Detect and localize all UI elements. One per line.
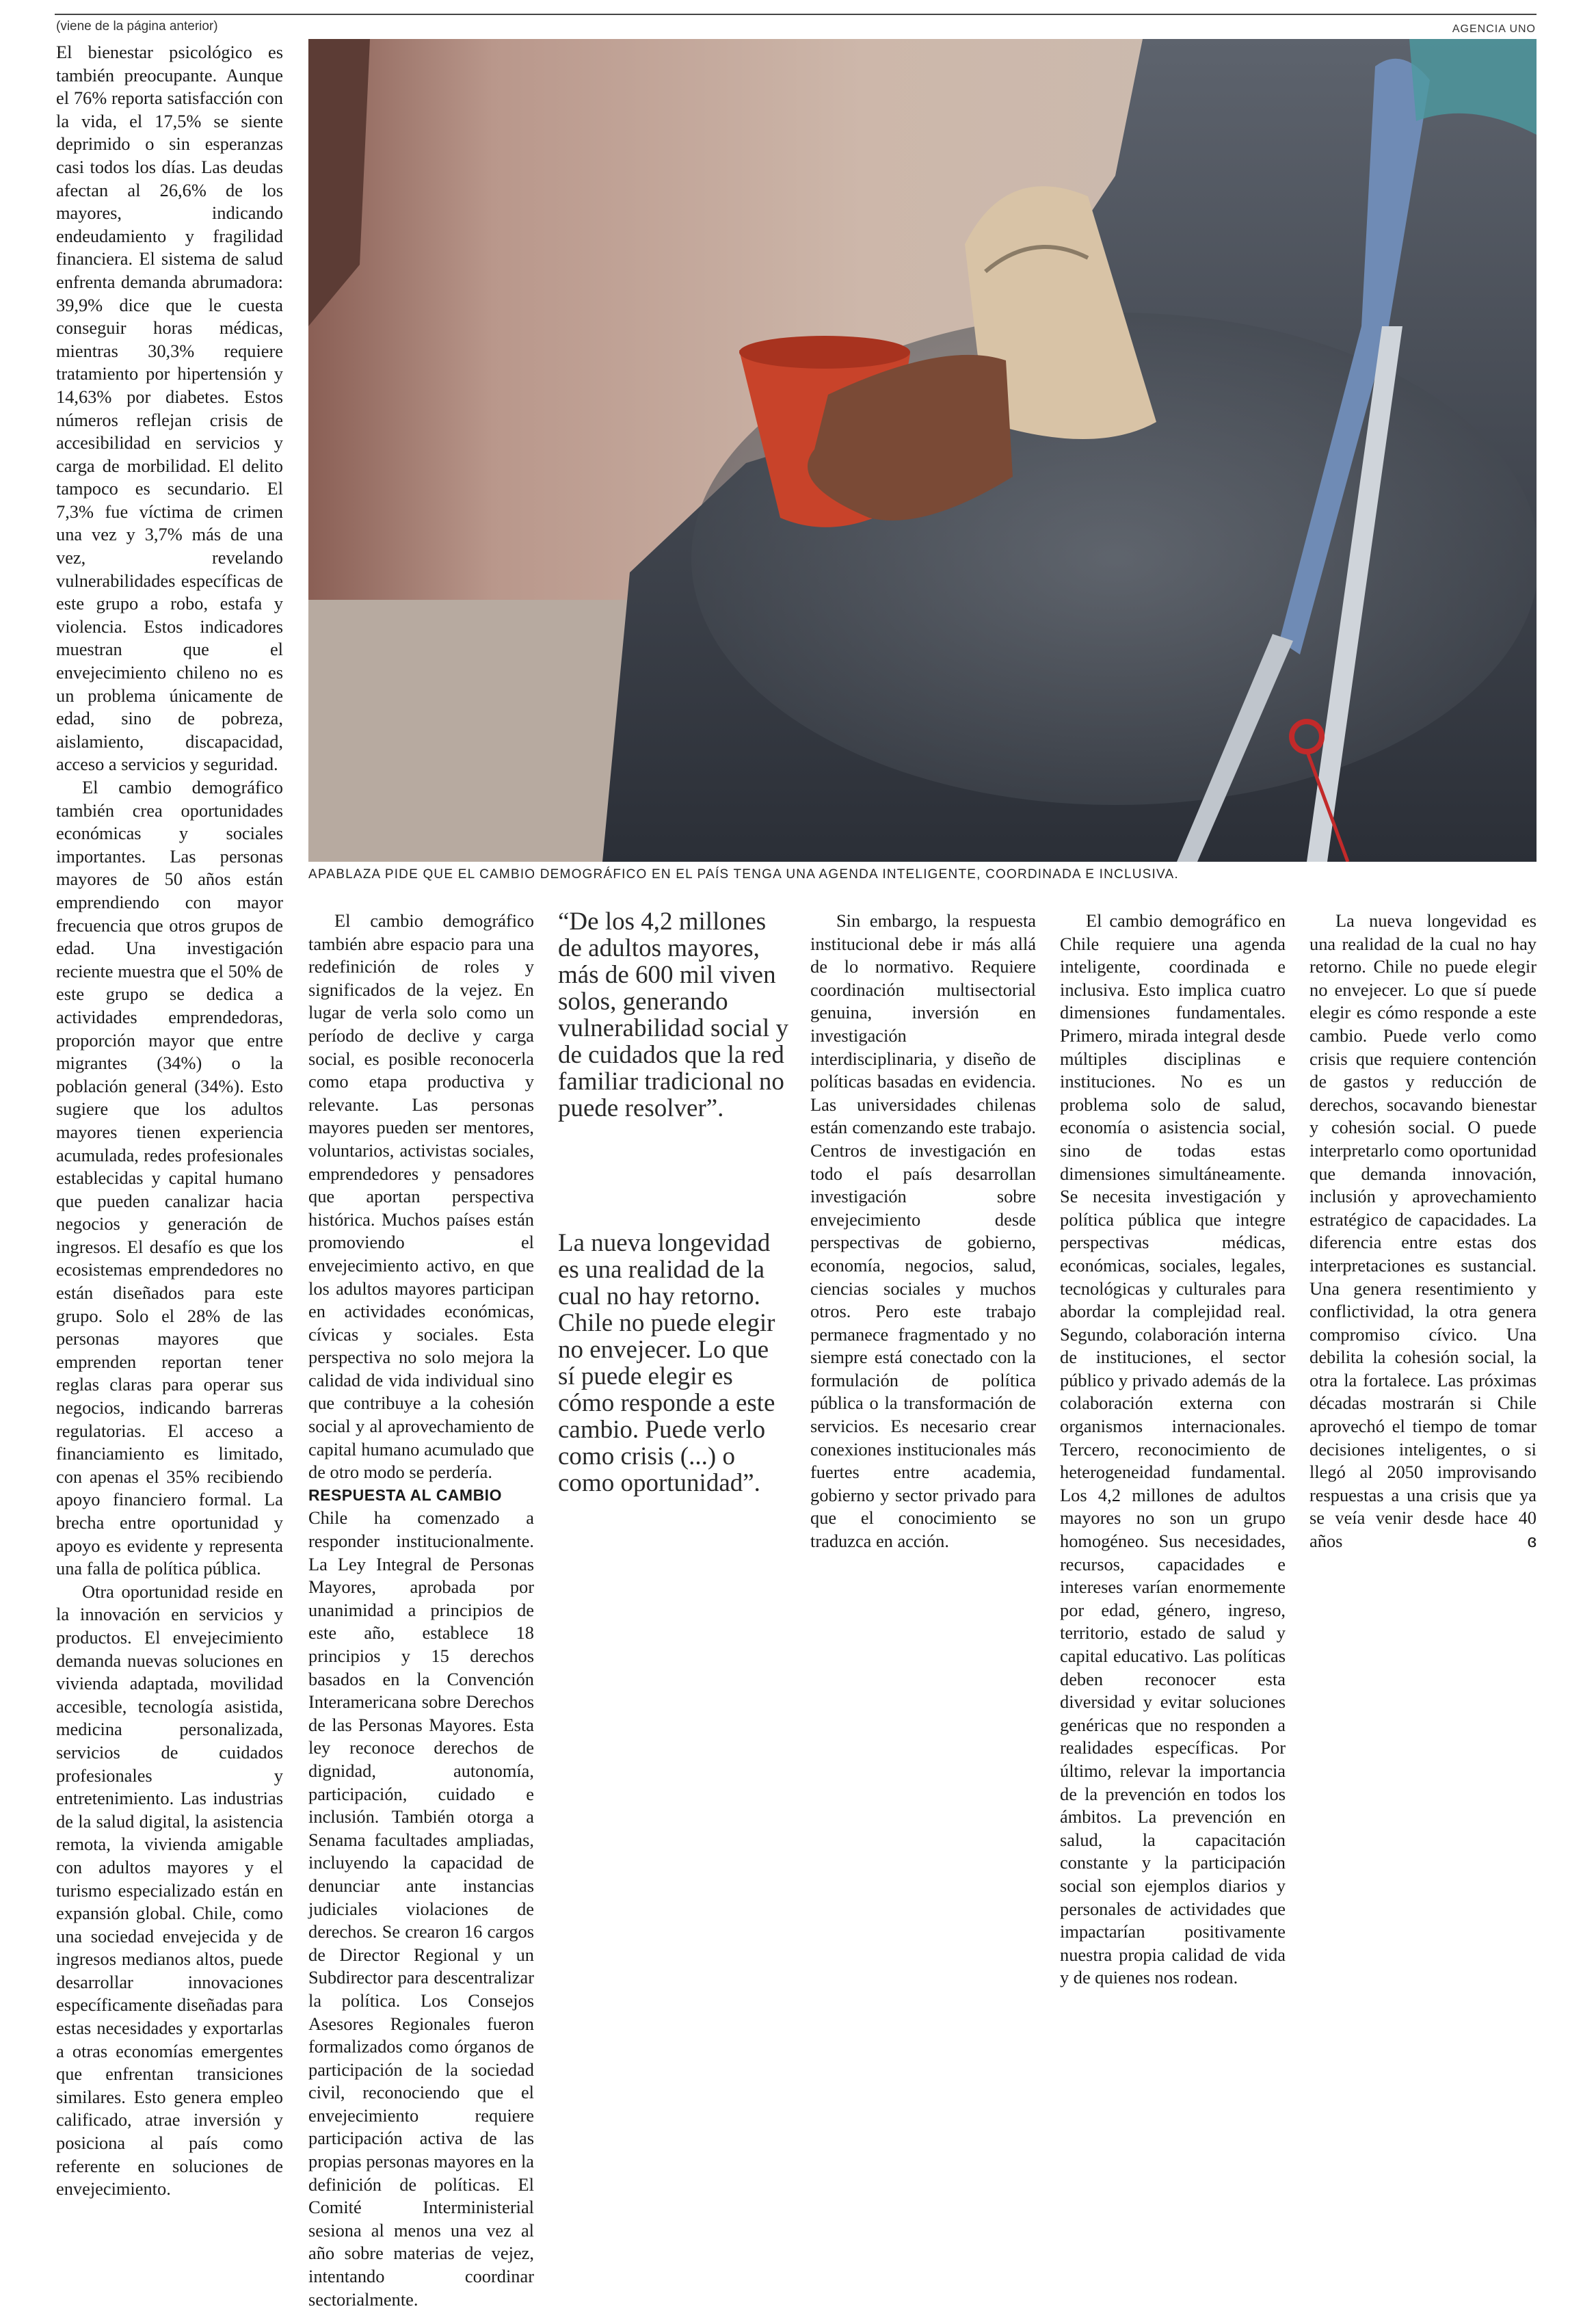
top-rule	[55, 14, 1537, 15]
pull-quote: “De los 4,2 millones de adultos mayores, más de 600 mil viven solos, generando vulnerabilidad social y de cuidados que la red familiar tradicional no puede resolver”.	[558, 908, 789, 1122]
body-paragraph: El bienestar psicológico es también preocupante. Aunque el 76% reporta satisfacción con la vida, el 17,5% se siente deprimido o sin esperanzas casi todos los días. Las deudas afectan al 26,6% de los mayores, indicando endeudamiento y fragilidad financiera. El sistema de salud enfrenta demanda abrumadora: 39,9% dice que le cuesta conseguir horas médicas, mientras 30,3% requiere tratamiento por hipertensión y 14,63% por diabetes. Estos números reflejan crisis de accesibilidad en servicios y carga de morbilidad. El delito tampoco es secundario. El 7,3% fue víctima de crimen una vez y 3,7% más de una vez, revelando vulnerabilidades específicas de este grupo a robo, estafa y violencia. Estos indicadores muestran que el envejecimiento chileno no es un problema únicamente de edad, sino de pobreza, aislamiento, discapacidad, acceso a servicios y seguridad.	[56, 42, 283, 775]
end-mark: ɞ	[1527, 1531, 1537, 1552]
body-paragraph	[1309, 910, 1537, 1553]
continuation-note: (viene de la página anterior)	[56, 19, 218, 34]
photo-caption: APABLAZA PIDE QUE EL CAMBIO DEMOGRÁFICO EN EL PAÍS TENGA UNA AGENDA INTELIGENTE, COORDINADA E INCLUSIVA.	[308, 867, 1179, 882]
body-paragraph: Sin embargo, la respuesta institucional debe ir más allá de lo normativo. Requiere coordinación multisectorial genuina, inversión en investigación interdisciplinaria, y diseño de políticas basadas en evidencia. Las universidades chilenas están comenzando este trabajo. Centros de investigación en todo el país desarrollan investigación sobre envejecimiento desde perspectivas de gobierno, economía, negocios, salud, ciencias sociales y muchos otros. Pero este trabajo permanece fragmentado y no siempre está conectado con la formulación de política pública o la transformación de servicios. Es necesario crear conexiones institucionales más fuertes entre academia, gobierno y sector privado para que el conocimiento se traduzca en acción.	[810, 910, 1036, 1552]
body-paragraph: El cambio demográfico también crea oportunidades económicas y sociales importantes. Las personas mayores de 50 años están emprendiendo con mayor frecuencia que otros grupos de edad. Una investigación reciente muestra que el 50% de este grupo se dedica a actividades emprendedoras, proporción mayor que entre migrantes (34%) o la población general (34%). Esto sugiere que los adultos mayores tienen experiencia acumulada, redes profesionales establecidas y capital humano que pueden canalizar hacia negocios y generación de ingresos. El desafío es que los ecosistemas emprendedores no están diseñados para este grupo. Solo el 28% de las personas mayores que emprenden reportan tener reglas claras para operar sus negocios, indicando barreras regulatorias. El acceso a financiamiento es limitado, con apenas el 35% recibiendo apoyo financiero formal. La brecha entre oportunidad y apoyo es evidente y representa una falla de política pública.	[56, 777, 283, 1579]
article-column-5	[1060, 910, 1286, 1988]
article-photo	[308, 39, 1537, 862]
pull-quote: La nueva longevidad es una realidad de la cual no hay retorno. Chile no puede elegir no envejecer. Lo que sí puede elegir es cómo responde a este cambio. Puede verlo como crisis (...) o como oportunidad”.	[558, 1229, 775, 1497]
article-column-6	[1309, 910, 1537, 1874]
closing-text: La nueva longevidad es una realidad de la cual no hay retorno. Chile no puede elegir no envejecer. Lo que sí puede elegir es cómo responde a este cambio. Puede verlo como crisis que requiere contención de gastos y reducción de derechos, socavando bienestar y cohesión social. O puede interpretarlo como oportunidad que demanda innovación, inclusión y aprovechamiento estratégico de capacidades. La diferencia entre estas dos interpretaciones es sustancial. Una genera resentimiento y conflictividad, la otra genera compromiso cívico. Una debilita la cohesión social, la otra la fortalece. Las próximas décadas mostrarán si Chile aprovechó el tiempo de tomar decisiones inteligentes, o si llegó al 2050 improvisando respuestas a una crisis que ya se veía venir desde hace 40 años	[1309, 910, 1537, 1552]
body-paragraph: El cambio demográfico en Chile requiere una agenda inteligente, coordinada e inclusiva. Esto implica cuatro dimensiones fundamentales. Primero, mirada integral desde múltiples disciplinas e instituciones. No es un problema solo de salud, economía o asistencia social, sino de todas estas dimensiones simultáneamente. Se necesita investigación y política pública que integre perspectivas médicas, económicas, sociales, legales, tecnológicas y culturales para abordar la complejidad real. Segundo, colaboración interna de instituciones, el sector público y privado además de la colaboración externa con organismos internacionales. Tercero, reconocimiento de heterogeneidad fundamental. Los 4,2 millones de adultos mayores no son un grupo homogéneo. Sus necesidades, recursos, capacidades e intereses varían enormemente por edad, género, ingreso, territorio, estado de salud y capital educativo. Las políticas deben reconocer esta diversidad y evitar soluciones genéricas que no responden a realidades específicas. Por último, relevar la importancia de la prevención en todos los ámbitos. La prevención en salud, la capacitación constante y la participación social son ejemplos diarios y personales de actividades que impactarían positivamente nuestra propia calidad de vida y de quienes nos rodean.	[1060, 910, 1286, 1988]
body-paragraph: Otra oportunidad reside en la innovación en servicios y productos. El envejecimiento demanda nuevas soluciones en vivienda adaptada, movilidad accesible, tecnología asistida, medicina personalizada, servicios de cuidados profesionales y entretenimiento. Las industrias de la salud digital, la asistencia remota, la vivienda amigable con adultos mayores y el turismo especializado están en expansión global. Chile, como una sociedad envejecida y de ingresos medianos altos, puede desarrollar innovaciones específicamente diseñadas para estas necesidades y exportarlas a otras economías emergentes que enfrentan transiciones similares. Esto genera empleo calificado, atrae inversión y posiciona al país como referente en soluciones de envejecimiento.	[56, 1581, 283, 2200]
article-column-4	[810, 910, 1036, 1874]
article-column-2	[308, 910, 534, 2310]
article-column-1	[56, 41, 283, 2200]
section-subhead: RESPUESTA AL CAMBIO	[308, 1485, 502, 1504]
body-paragraph: El cambio demográfico también abre espacio para una redefinición de roles y significados de la vejez. En lugar de verla solo como un período de declive y carga social, es posible reconocerla como etapa productiva y relevante. Las personas mayores pueden ser mentores, voluntarios, activistas sociales, emprendedores y pensadores que aportan perspectiva histórica. Muchos países están promoviendo el envejecimiento activo, en que los adultos mayores participan en actividades económicas, cívicas y sociales. Esta perspectiva no solo mejora la calidad de vida individual sino que contribuye a la cohesión social y al aprovechamiento de capital humano acumulado que de otro modo se perdería.	[308, 910, 534, 1483]
body-paragraph: Chile ha comenzado a responder institucionalmente. La Ley Integral de Personas Mayores, aprobada por unanimidad a principios de este año, establece 18 principios y 15 derechos basados en la Convención Interamericana sobre Derechos de las Personas Mayores. Esta ley reconoce derechos de dignidad, autonomía, participación, cuidado e inclusión. También otorga a Senama facultades ampliadas, incluyendo la capacidad de denunciar ante instancias judiciales violaciones de derechos. Se crearon 16 cargos de Director Regional y un Subdirector para descentralizar la política. Los Consejos Asesores Regionales fueron formalizados como órganos de participación de la sociedad civil, reconociendo que el envejecimiento requiere participación activa de las propias personas mayores en la definición de políticas. El Comité Interministerial sesiona al menos una vez al año sobre materias de vejez, intentando coordinar sectorialmente.	[308, 1507, 534, 2310]
photo-credit: AGENCIA UNO	[1452, 23, 1536, 35]
